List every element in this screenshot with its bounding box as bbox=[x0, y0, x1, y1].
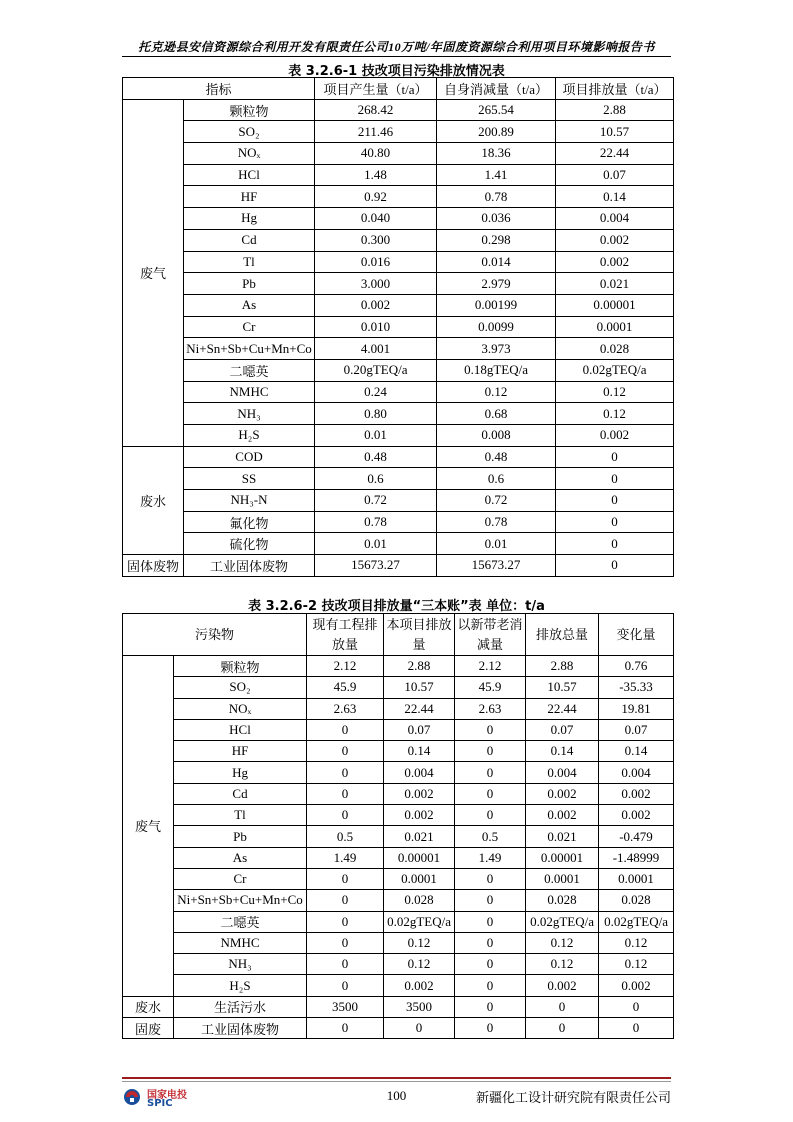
value-cell: 0 bbox=[307, 741, 384, 762]
value-cell: 0.48 bbox=[315, 446, 437, 468]
value-cell: 0 bbox=[455, 975, 526, 996]
group-label: 固体废物 bbox=[123, 555, 184, 577]
value-cell: 0 bbox=[599, 996, 674, 1017]
table-row bbox=[123, 381, 674, 403]
value-cell: 0 bbox=[307, 932, 384, 953]
pollutant-cell: SO₂ bbox=[174, 677, 307, 698]
value-cell: 45.9 bbox=[455, 677, 526, 698]
value-cell: 0.5 bbox=[455, 826, 526, 847]
group-label: 固废 bbox=[123, 1018, 174, 1039]
value-cell: 19.81 bbox=[599, 698, 674, 719]
value-cell: 0.0001 bbox=[526, 868, 599, 889]
table-row bbox=[123, 847, 674, 868]
value-cell: 0.12 bbox=[556, 381, 674, 403]
column-header: 项目排放量（t/a） bbox=[556, 78, 674, 100]
value-cell: 1.48 bbox=[315, 164, 437, 186]
table-row bbox=[123, 490, 674, 512]
value-cell: 0.004 bbox=[526, 762, 599, 783]
value-cell: 0 bbox=[307, 762, 384, 783]
pollutant-cell: Ni+Sn+Sb+Cu+Mn+Co bbox=[184, 338, 315, 360]
value-cell: 0 bbox=[307, 954, 384, 975]
table-row bbox=[123, 446, 674, 468]
pollutant-cell: Cd bbox=[174, 783, 307, 804]
value-cell: 0 bbox=[455, 911, 526, 932]
value-cell: 0.92 bbox=[315, 186, 437, 208]
value-cell: 3.000 bbox=[315, 273, 437, 295]
value-cell: 0.002 bbox=[599, 975, 674, 996]
table-row bbox=[123, 229, 674, 251]
value-cell: 0.02gTEQ/a bbox=[384, 911, 455, 932]
value-cell: 0.0001 bbox=[599, 868, 674, 889]
value-cell: 0 bbox=[556, 555, 674, 577]
pollutant-cell: Ni+Sn+Sb+Cu+Mn+Co bbox=[174, 890, 307, 911]
value-cell: 45.9 bbox=[307, 677, 384, 698]
value-cell: 0.004 bbox=[384, 762, 455, 783]
table-row bbox=[123, 677, 674, 698]
logo-text-en: SPIC bbox=[147, 1098, 173, 1109]
value-cell: 0.12 bbox=[384, 932, 455, 953]
value-cell: 0.12 bbox=[599, 932, 674, 953]
table-row bbox=[123, 294, 674, 316]
column-header: 以新带老消减量 bbox=[455, 614, 526, 656]
pollutant-cell: 工业固体废物 bbox=[174, 1018, 307, 1039]
pollutant-cell: Tl bbox=[184, 251, 315, 273]
group-label: 废气 bbox=[123, 99, 184, 446]
table-row bbox=[123, 359, 674, 381]
value-cell: 0.12 bbox=[526, 954, 599, 975]
pollutant-cell: 二噁英 bbox=[184, 359, 315, 381]
pollutant-cell: Hg bbox=[174, 762, 307, 783]
table-row bbox=[123, 338, 674, 360]
table-row bbox=[123, 805, 674, 826]
value-cell: 0.00199 bbox=[437, 294, 556, 316]
pollutant-cell: H₂S bbox=[184, 425, 315, 447]
table-row bbox=[123, 143, 674, 165]
value-cell: 0.300 bbox=[315, 229, 437, 251]
value-cell: 0.02gTEQ/a bbox=[556, 359, 674, 381]
column-header: 指标 bbox=[123, 78, 315, 100]
value-cell: 0.0099 bbox=[437, 316, 556, 338]
value-cell: 40.80 bbox=[315, 143, 437, 165]
value-cell: 0 bbox=[307, 783, 384, 804]
table-row bbox=[123, 99, 674, 121]
table-pollution-emissions bbox=[122, 77, 674, 577]
value-cell: 0.01 bbox=[437, 533, 556, 555]
column-header: 变化量 bbox=[599, 614, 674, 656]
column-header: 污染物 bbox=[123, 614, 307, 656]
value-cell: 0.002 bbox=[556, 229, 674, 251]
table-row bbox=[123, 164, 674, 186]
footer-rule bbox=[122, 1077, 671, 1079]
table-row bbox=[123, 251, 674, 273]
table-row bbox=[123, 1018, 674, 1039]
value-cell: 1.41 bbox=[437, 164, 556, 186]
value-cell: 268.42 bbox=[315, 99, 437, 121]
value-cell: 0.028 bbox=[526, 890, 599, 911]
value-cell: 0.002 bbox=[526, 783, 599, 804]
value-cell: 0.12 bbox=[384, 954, 455, 975]
value-cell: 0.6 bbox=[437, 468, 556, 490]
value-cell: 0 bbox=[307, 890, 384, 911]
pollutant-cell: 氟化物 bbox=[184, 511, 315, 533]
value-cell: 0.02gTEQ/a bbox=[526, 911, 599, 932]
value-cell: 0.24 bbox=[315, 381, 437, 403]
pollutant-cell: H₂S bbox=[174, 975, 307, 996]
value-cell: 10.57 bbox=[384, 677, 455, 698]
pollutant-cell: 硫化物 bbox=[184, 533, 315, 555]
value-cell: 4.001 bbox=[315, 338, 437, 360]
value-cell: 0.028 bbox=[556, 338, 674, 360]
pollutant-cell: Cr bbox=[184, 316, 315, 338]
table-row bbox=[123, 511, 674, 533]
value-cell: 0.20gTEQ/a bbox=[315, 359, 437, 381]
value-cell: 0.14 bbox=[599, 741, 674, 762]
value-cell: 0 bbox=[455, 1018, 526, 1039]
group-label: 废水 bbox=[123, 996, 174, 1017]
value-cell: 0 bbox=[455, 783, 526, 804]
table-row bbox=[123, 783, 674, 804]
value-cell: 2.63 bbox=[455, 698, 526, 719]
value-cell: 0.14 bbox=[384, 741, 455, 762]
value-cell: -1.48999 bbox=[599, 847, 674, 868]
value-cell: 0.78 bbox=[437, 186, 556, 208]
value-cell: 0.12 bbox=[599, 954, 674, 975]
table-row bbox=[123, 719, 674, 740]
table-row bbox=[123, 698, 674, 719]
page-number: 100 bbox=[386, 1088, 407, 1103]
value-cell: 0 bbox=[307, 911, 384, 932]
value-cell: 0.002 bbox=[599, 783, 674, 804]
value-cell: 0 bbox=[307, 1018, 384, 1039]
pollutant-cell: NH₃ bbox=[174, 954, 307, 975]
pollutant-cell: HF bbox=[174, 741, 307, 762]
value-cell: 0.004 bbox=[599, 762, 674, 783]
pollutant-cell: NOₓ bbox=[184, 143, 315, 165]
value-cell: 0.68 bbox=[437, 403, 556, 425]
value-cell: 0.002 bbox=[384, 783, 455, 804]
value-cell: 15673.27 bbox=[315, 555, 437, 577]
institute-name: 新疆化工设计研究院有限责任公司 bbox=[475, 1090, 671, 1105]
value-cell: 0 bbox=[455, 719, 526, 740]
value-cell: 265.54 bbox=[437, 99, 556, 121]
pollutant-cell: HCl bbox=[184, 164, 315, 186]
value-cell: 0.01 bbox=[315, 533, 437, 555]
table-row bbox=[123, 741, 674, 762]
value-cell: 0.004 bbox=[556, 208, 674, 230]
pollutant-cell: NH₃-N bbox=[184, 490, 315, 512]
pollutant-cell: 工业固体废物 bbox=[184, 555, 315, 577]
value-cell: 22.44 bbox=[384, 698, 455, 719]
table-row bbox=[123, 208, 674, 230]
value-cell: 2.63 bbox=[307, 698, 384, 719]
value-cell: 0.002 bbox=[556, 425, 674, 447]
value-cell: 0.6 bbox=[315, 468, 437, 490]
value-cell: 0.01 bbox=[315, 425, 437, 447]
pollutant-cell: 颗粒物 bbox=[184, 99, 315, 121]
value-cell: 0.021 bbox=[384, 826, 455, 847]
value-cell: 0.036 bbox=[437, 208, 556, 230]
header-row bbox=[123, 614, 674, 656]
header-row bbox=[123, 78, 674, 100]
value-cell: 0.014 bbox=[437, 251, 556, 273]
pollutant-cell: 生活污水 bbox=[174, 996, 307, 1017]
value-cell: 0.002 bbox=[384, 975, 455, 996]
table-row bbox=[123, 533, 674, 555]
value-cell: 1.49 bbox=[307, 847, 384, 868]
value-cell: 0.48 bbox=[437, 446, 556, 468]
value-cell: 0.00001 bbox=[556, 294, 674, 316]
value-cell: 0 bbox=[556, 446, 674, 468]
value-cell: 0.12 bbox=[526, 932, 599, 953]
table-row bbox=[123, 316, 674, 338]
table-row bbox=[123, 425, 674, 447]
value-cell: 0 bbox=[526, 1018, 599, 1039]
value-cell: 0 bbox=[599, 1018, 674, 1039]
value-cell: 2.12 bbox=[455, 656, 526, 677]
pollutant-cell: 二噁英 bbox=[174, 911, 307, 932]
value-cell: 0 bbox=[455, 868, 526, 889]
value-cell: 2.88 bbox=[526, 656, 599, 677]
value-cell: 2.979 bbox=[437, 273, 556, 295]
column-header: 排放总量 bbox=[526, 614, 599, 656]
value-cell: 0 bbox=[307, 868, 384, 889]
group-label: 废气 bbox=[123, 656, 174, 997]
pollutant-cell: Cd bbox=[184, 229, 315, 251]
pollutant-cell: Hg bbox=[184, 208, 315, 230]
value-cell: 0.00001 bbox=[526, 847, 599, 868]
value-cell: 0 bbox=[455, 932, 526, 953]
value-cell: 0.02gTEQ/a bbox=[599, 911, 674, 932]
value-cell: 0.12 bbox=[556, 403, 674, 425]
value-cell: 2.88 bbox=[384, 656, 455, 677]
table-row bbox=[123, 868, 674, 889]
value-cell: 0 bbox=[307, 975, 384, 996]
column-header: 本项目排放量 bbox=[384, 614, 455, 656]
value-cell: 0 bbox=[455, 805, 526, 826]
group-label: 废水 bbox=[123, 446, 184, 554]
value-cell: 1.49 bbox=[455, 847, 526, 868]
pollutant-cell: Tl bbox=[174, 805, 307, 826]
column-header: 自身消减量（t/a） bbox=[437, 78, 556, 100]
value-cell: 3500 bbox=[384, 996, 455, 1017]
value-cell: 0.002 bbox=[599, 805, 674, 826]
pollutant-cell: COD bbox=[184, 446, 315, 468]
value-cell: 2.12 bbox=[307, 656, 384, 677]
value-cell: 18.36 bbox=[437, 143, 556, 165]
value-cell: 0 bbox=[455, 890, 526, 911]
value-cell: 0.0001 bbox=[556, 316, 674, 338]
value-cell: 15673.27 bbox=[437, 555, 556, 577]
table-row bbox=[123, 954, 674, 975]
footer-rule-thin bbox=[122, 1081, 671, 1082]
pollutant-cell: Pb bbox=[184, 273, 315, 295]
value-cell: 0.0001 bbox=[384, 868, 455, 889]
value-cell: 0.028 bbox=[384, 890, 455, 911]
value-cell: 0 bbox=[455, 996, 526, 1017]
table-row bbox=[123, 273, 674, 295]
table-row bbox=[123, 996, 674, 1017]
table-row bbox=[123, 932, 674, 953]
column-header: 项目产生量（t/a） bbox=[315, 78, 437, 100]
value-cell: 0.14 bbox=[556, 186, 674, 208]
value-cell: 0.016 bbox=[315, 251, 437, 273]
value-cell: 0 bbox=[455, 741, 526, 762]
value-cell: 200.89 bbox=[437, 121, 556, 143]
value-cell: 0.00001 bbox=[384, 847, 455, 868]
pollutant-cell: NOₓ bbox=[174, 698, 307, 719]
table-row bbox=[123, 468, 674, 490]
pollutant-cell: SS bbox=[184, 468, 315, 490]
value-cell: 0.72 bbox=[315, 490, 437, 512]
value-cell: 0 bbox=[384, 1018, 455, 1039]
pollutant-cell: NH₃ bbox=[184, 403, 315, 425]
table-row bbox=[123, 121, 674, 143]
table-row bbox=[123, 186, 674, 208]
value-cell: 0.07 bbox=[384, 719, 455, 740]
table-row bbox=[123, 762, 674, 783]
value-cell: 0.72 bbox=[437, 490, 556, 512]
value-cell: 0 bbox=[556, 490, 674, 512]
table-three-accounts bbox=[122, 613, 674, 1039]
value-cell: -35.33 bbox=[599, 677, 674, 698]
pollutant-cell: As bbox=[174, 847, 307, 868]
table2-caption: 表 3.2.6-2 技改项目排放量“三本账”表 单位：t/a bbox=[248, 599, 545, 614]
value-cell: 0 bbox=[455, 762, 526, 783]
value-cell: -0.479 bbox=[599, 826, 674, 847]
value-cell: 3500 bbox=[307, 996, 384, 1017]
value-cell: 10.57 bbox=[526, 677, 599, 698]
table-row bbox=[123, 975, 674, 996]
table-row bbox=[123, 403, 674, 425]
pollutant-cell: Cr bbox=[174, 868, 307, 889]
value-cell: 0.002 bbox=[315, 294, 437, 316]
value-cell: 0 bbox=[556, 533, 674, 555]
value-cell: 0.002 bbox=[556, 251, 674, 273]
value-cell: 0 bbox=[455, 954, 526, 975]
table-row bbox=[123, 555, 674, 577]
table-row bbox=[123, 826, 674, 847]
value-cell: 3.973 bbox=[437, 338, 556, 360]
value-cell: 0.78 bbox=[315, 511, 437, 533]
value-cell: 0.12 bbox=[437, 381, 556, 403]
pollutant-cell: NMHC bbox=[174, 932, 307, 953]
value-cell: 0 bbox=[307, 719, 384, 740]
pollutant-cell: HF bbox=[184, 186, 315, 208]
value-cell: 0 bbox=[307, 805, 384, 826]
table-row bbox=[123, 890, 674, 911]
table1-caption: 表 3.2.6-1 技改项目污染排放情况表 bbox=[288, 64, 505, 79]
pollutant-cell: SO₂ bbox=[184, 121, 315, 143]
value-cell: 0.07 bbox=[556, 164, 674, 186]
column-header: 现有工程排放量 bbox=[307, 614, 384, 656]
value-cell: 0.80 bbox=[315, 403, 437, 425]
value-cell: 0.78 bbox=[437, 511, 556, 533]
pollutant-cell: NMHC bbox=[184, 381, 315, 403]
value-cell: 0.14 bbox=[526, 741, 599, 762]
value-cell: 0.07 bbox=[599, 719, 674, 740]
value-cell: 22.44 bbox=[526, 698, 599, 719]
value-cell: 0.18gTEQ/a bbox=[437, 359, 556, 381]
value-cell: 10.57 bbox=[556, 121, 674, 143]
value-cell: 0.021 bbox=[526, 826, 599, 847]
value-cell: 0.040 bbox=[315, 208, 437, 230]
value-cell: 0 bbox=[556, 468, 674, 490]
value-cell: 22.44 bbox=[556, 143, 674, 165]
value-cell: 0 bbox=[526, 996, 599, 1017]
value-cell: 0.028 bbox=[599, 890, 674, 911]
pollutant-cell: HCl bbox=[174, 719, 307, 740]
value-cell: 0.002 bbox=[526, 805, 599, 826]
value-cell: 2.88 bbox=[556, 99, 674, 121]
value-cell: 0.07 bbox=[526, 719, 599, 740]
value-cell: 211.46 bbox=[315, 121, 437, 143]
table-row bbox=[123, 656, 674, 677]
value-cell: 0.5 bbox=[307, 826, 384, 847]
value-cell: 0.008 bbox=[437, 425, 556, 447]
header-rule bbox=[122, 56, 671, 57]
value-cell: 0.002 bbox=[384, 805, 455, 826]
pollutant-cell: 颗粒物 bbox=[174, 656, 307, 677]
value-cell: 0.002 bbox=[526, 975, 599, 996]
value-cell: 0.298 bbox=[437, 229, 556, 251]
value-cell: 0.76 bbox=[599, 656, 674, 677]
value-cell: 0.021 bbox=[556, 273, 674, 295]
pollutant-cell: Pb bbox=[174, 826, 307, 847]
value-cell: 0.010 bbox=[315, 316, 437, 338]
pollutant-cell: As bbox=[184, 294, 315, 316]
table-row bbox=[123, 911, 674, 932]
report-header-title: 托克逊县安信资源综合利用开发有限责任公司10万吨/年固废资源综合利用项目环境影响报告书 bbox=[138, 40, 655, 54]
value-cell: 0 bbox=[556, 511, 674, 533]
logo-text-cn: 国家电投 bbox=[147, 1090, 187, 1101]
